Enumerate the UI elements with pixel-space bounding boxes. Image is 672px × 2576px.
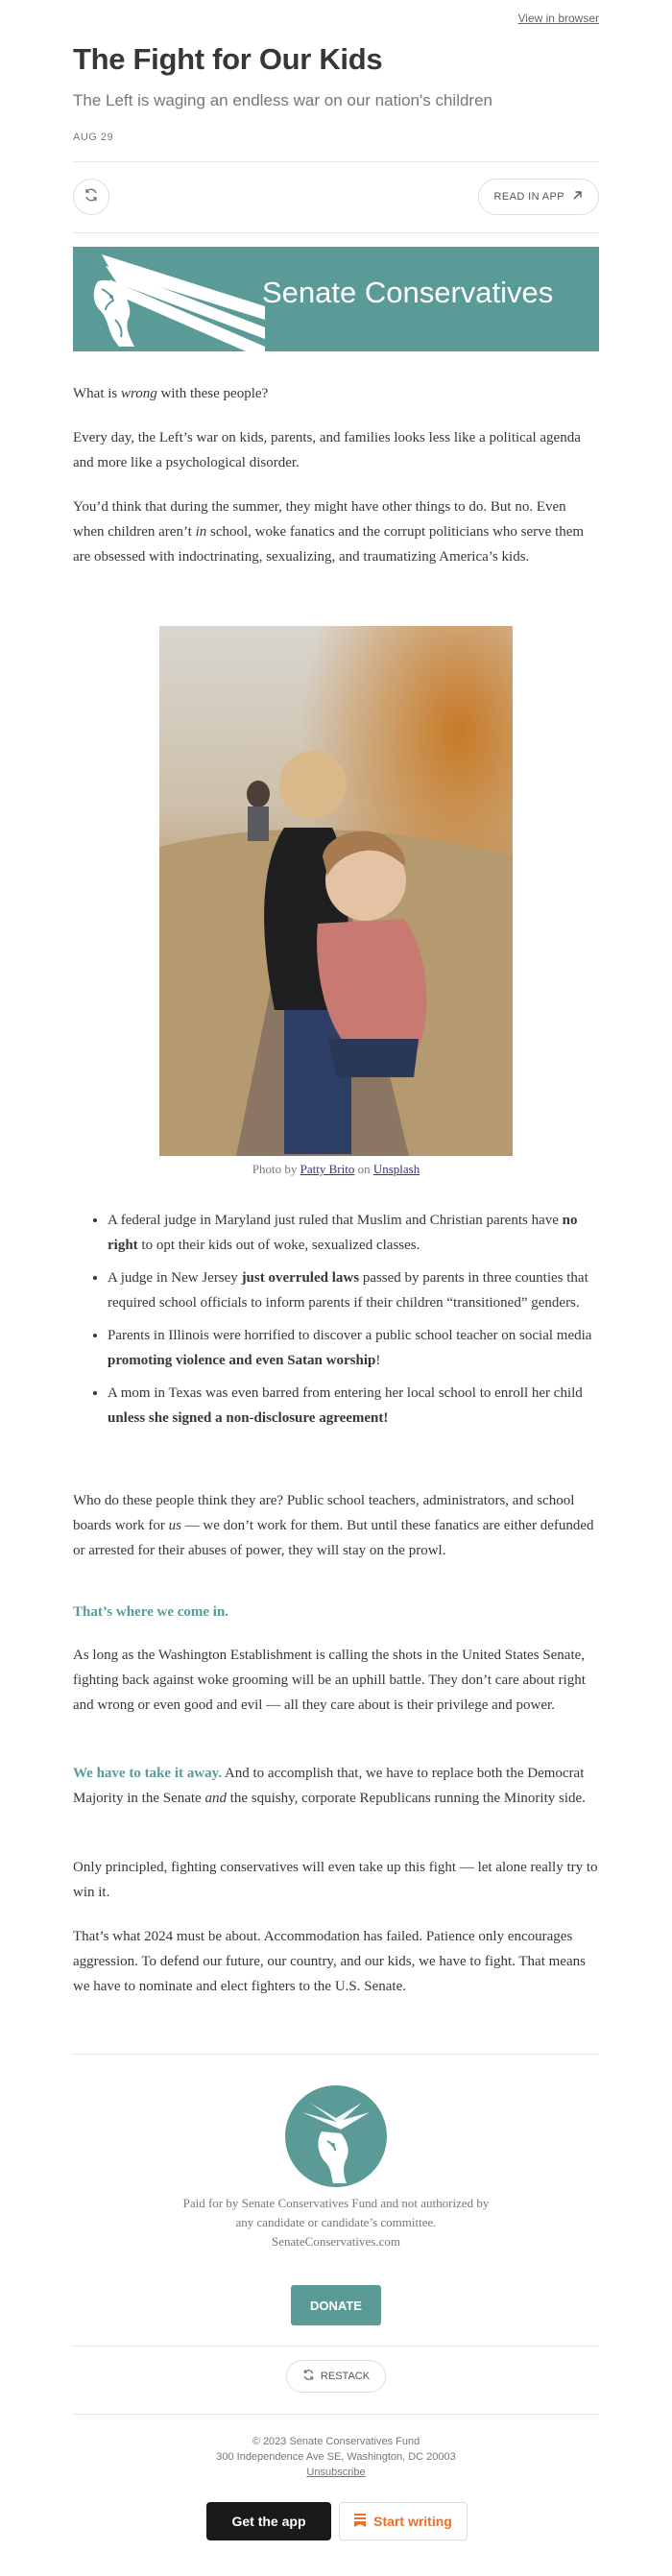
divider: [73, 2346, 599, 2347]
post-subtitle: The Left is waging an endless war on our nation's children: [73, 91, 493, 109]
senate-conservatives-banner: [73, 247, 599, 351]
photo-caption: Photo by Patty Brito on Unsplash: [252, 1162, 420, 1176]
read-in-app-label: READ IN APP: [493, 191, 564, 203]
list-item: • A federal judge in Maryland just ruled that Muslim and Christian parents have no right to opt their kids out of woke, sexualized classes.: [108, 1208, 599, 1258]
body-paragraph-7: We have to take it away. And to accomplish that, we have to replace both the Democrat Majority in the Senate and the squishy, corporate Republicans running the Minority side.: [73, 1766, 586, 1806]
overruled-laws-link[interactable]: just overruled laws: [241, 1270, 360, 1286]
arrow-up-right-icon: [572, 190, 583, 204]
photo-source-link[interactable]: Unsplash: [372, 1162, 420, 1176]
body-paragraph-8: Only principled, fighting conservatives will even take up this fight — let alone really try to win it.: [73, 1860, 598, 1900]
paid-for-disclaimer: Paid for by Senate Conservatives Fund and not authorized by any candidate or candidate’s committee. SenateConservatives.com: [73, 2194, 599, 2251]
site-link[interactable]: SenateConservatives.com: [272, 2234, 400, 2249]
start-writing-button[interactable]: [339, 2502, 468, 2540]
substack-icon: [354, 2514, 366, 2530]
restack-button[interactable]: [286, 2360, 386, 2393]
list-item: • Parents in Illinois were horrified to discover a public school teacher on social media promoting violence and even Satan worship!: [108, 1323, 599, 1373]
children-hugging-photo[interactable]: [159, 626, 513, 1156]
body-paragraph-6: As long as the Washington Establishment is calling the shots in the United States Senate, fighting back against woke grooming will be an uphill battle. They don’t care about right and wrong or even good and evil — all they care about is their privilege and power.: [73, 1648, 586, 1713]
statue-of-liberty-logo-icon: [73, 247, 265, 351]
restack-icon: [302, 2369, 315, 2384]
divider: [73, 161, 599, 162]
intro-paragraph-3: You’d think that during the summer, they might have other things to do. But no. Even when children aren’t in school, woke fanatics and the corrupt politicians who serve them are obsessed with indoctrinating, sexualizing, and traumatizing America’s kids.: [73, 499, 585, 565]
body-paragraph-4: Who do these people think they are? Public school teachers, administrators, and school boards work for us — we don’t work for them. But until these fanatics are either defunded or arrested for their abuses of power, they will stay on the prowl.: [73, 1493, 594, 1558]
divider: [73, 232, 599, 233]
list-item: • A judge in New Jersey just overruled laws passed by parents in three counties that required school officials to inform parents if their children “transitioned” genders.: [108, 1265, 599, 1315]
bullet-list: [73, 1208, 599, 1438]
intro-paragraph-2: Every day, the Left’s war on kids, parents, and families looks less like a political agenda and more like a psychological disorder.: [73, 430, 581, 470]
restack-label: RESTACK: [320, 2371, 371, 2382]
start-writing-label: Start writing: [373, 2514, 452, 2529]
nda-link[interactable]: unless she signed a non-disclosure agreement!: [108, 1410, 389, 1426]
body-paragraph-9: That’s what 2024 must be about. Accommodation has failed. Patience only encourages aggression. To defend our future, our country, and our kids, we have to fight. That means we have to nominate and elect fighters to the U.S. Senate.: [73, 1929, 586, 1994]
restack-circle-button[interactable]: [73, 179, 109, 215]
restack-icon: [84, 187, 99, 207]
senate-conservatives-logo-icon: [283, 2083, 389, 2189]
body-paragraph-5: That’s where we come in.: [73, 1604, 229, 1620]
post-date: AUG 29: [73, 132, 114, 143]
unsubscribe-link[interactable]: Unsubscribe: [306, 2467, 366, 2478]
get-the-app-button[interactable]: Get the app: [206, 2502, 331, 2540]
divider: [73, 2414, 599, 2415]
donate-button[interactable]: DONATE: [291, 2285, 381, 2325]
divider: [73, 2054, 599, 2055]
view-in-browser-link[interactable]: View in browser: [517, 12, 599, 25]
satan-worship-link[interactable]: promoting violence and even Satan worship: [108, 1353, 376, 1368]
banner-title: Senate Conservatives: [262, 276, 554, 309]
read-in-app-button[interactable]: [478, 179, 599, 215]
footer-copyright: © 2023 Senate Conservatives Fund 300 Independence Ave SE, Washington, DC 20003 Unsubscribe: [73, 2434, 599, 2480]
photo-author-link[interactable]: Patty Brito: [300, 1162, 355, 1176]
post-title: The Fight for Our Kids: [73, 42, 383, 76]
intro-paragraph-1: What is wrong with these people?: [73, 386, 269, 401]
list-item: • A mom in Texas was even barred from entering her local school to enroll her child unless she signed a non-disclosure agreement!: [108, 1381, 599, 1431]
